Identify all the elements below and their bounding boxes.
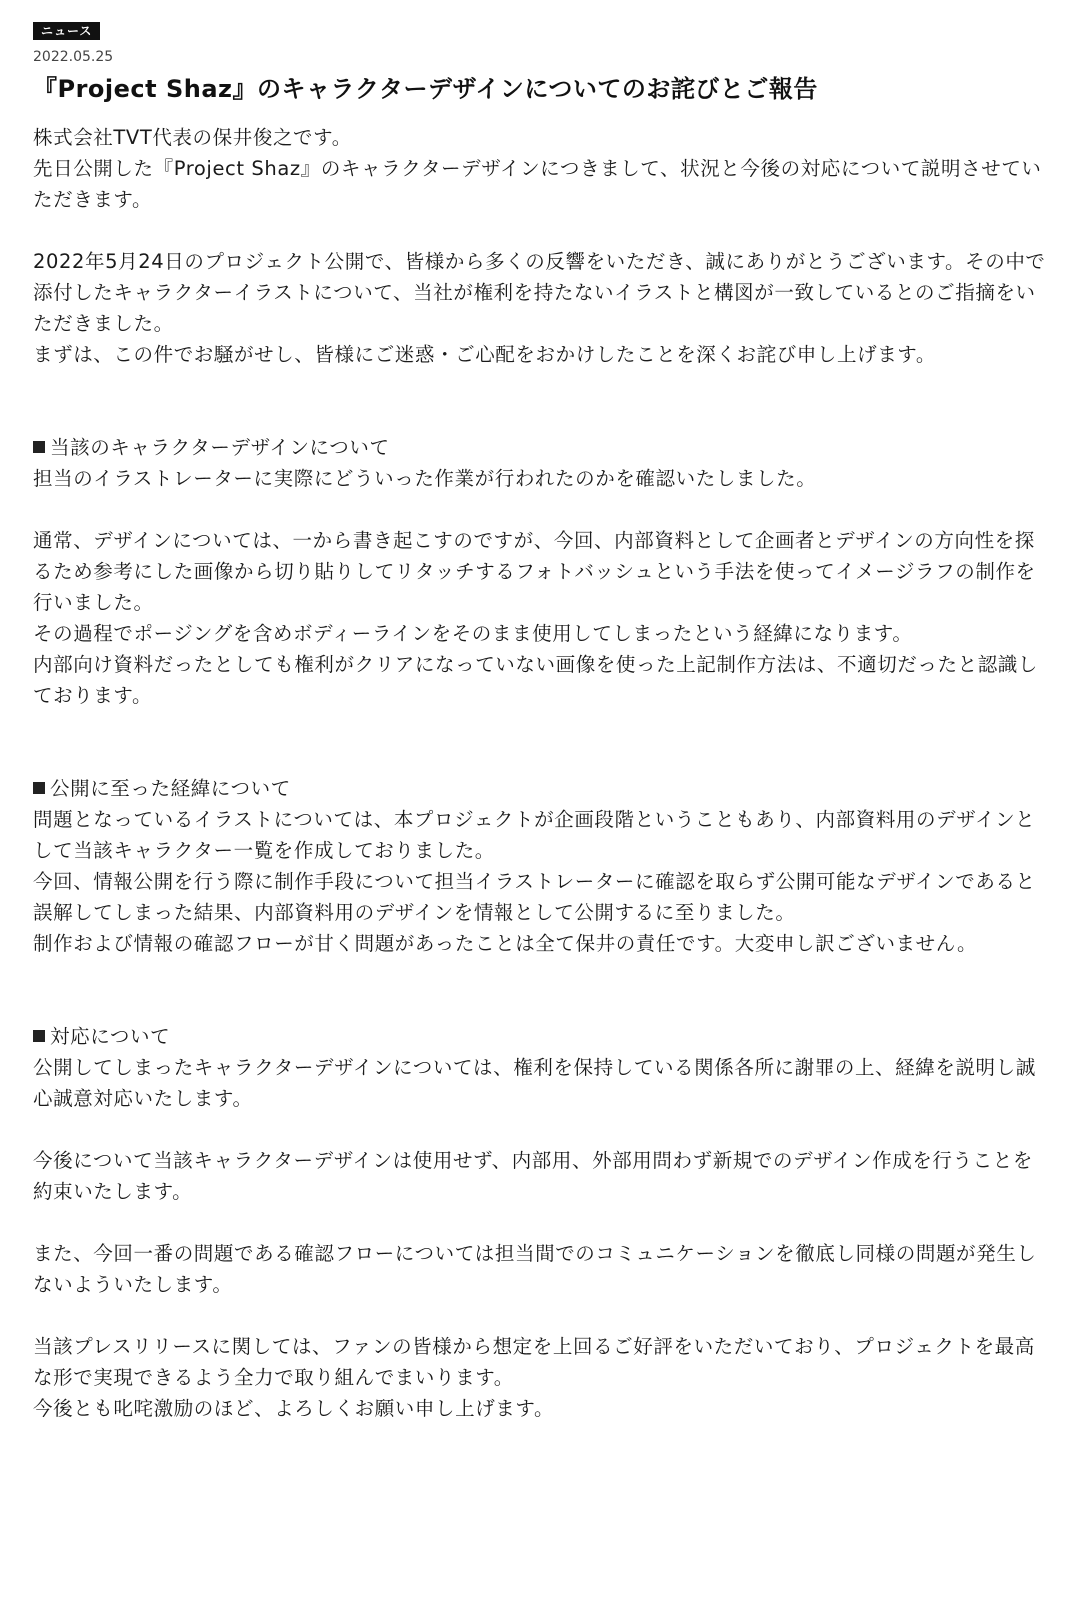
intro-line-1: 株式会社TVT代表の保井俊之です。: [33, 126, 352, 149]
article-body: [33, 122, 1053, 1424]
section1-paragraph-3: その過程でポージングを含めボディーラインをそのまま使用してしまったという経緯になります。: [33, 622, 913, 645]
post-date: 2022.05.25: [33, 49, 114, 65]
page-title: 『Project Shaz』のキャラクターデザインについてのお詫びとご報告: [33, 75, 818, 103]
section-heading-label: 当該のキャラクターデザインについて: [50, 436, 390, 459]
section-heading-label: 公開に至った経緯について: [50, 777, 291, 800]
section1-paragraph-2: 通常、デザインについては、一から書き起こすのですが、今回、内部資料として企画者とデザインの方向性を探るため参考にした画像から切り貼りしてリタッチするフォトバッシュという手法を使ってイメージラフの制作を行いました。: [33, 529, 1036, 614]
section2-paragraph-2: 今回、情報公開を行う際に制作手段について担当イラストレーターに確認を取らず公開可能なデザインであると誤解してしまった結果、内部資料用のデザインを情報として公開するに至りました。: [33, 870, 1036, 924]
article: [33, 20, 1053, 1424]
square-bullet-icon: [33, 441, 45, 453]
intro-line-2: 先日公開した『Project Shaz』のキャラクターデザインにつきまして、状況と今後の対応について説明させていただきます。: [33, 157, 1042, 211]
section3-paragraph-4: 当該プレスリリースに関しては、ファンの皆様から想定を上回るご好評をいただいており、プロジェクトを最高な形で実現できるよう全力で取り組んでまいります。: [33, 1335, 1035, 1389]
section3-paragraph-3: また、今回一番の問題である確認フローについては担当間でのコミュニケーションを徹底し同様の問題が発生しないよういたします。: [33, 1242, 1037, 1296]
section3-paragraph-2: 今後について当該キャラクターデザインは使用せず、内部用、外部用問わず新規でのデザイン作成を行うことを約束いたします。: [33, 1149, 1033, 1203]
section-heading-design: [33, 432, 1053, 463]
category-badge[interactable]: ニュース: [33, 22, 100, 40]
apology-paragraph-2: まずは、この件でお騒がせし、皆様にご迷惑・ご心配をおかけしたことを深くお詫び申し上げます。: [33, 343, 936, 366]
section-heading-background: [33, 773, 1053, 804]
section2-paragraph-3: 制作および情報の確認フローが甘く問題があったことは全て保井の責任です。大変申し訳ございません。: [33, 932, 978, 955]
apology-paragraph-1: 2022年5月24日のプロジェクト公開で、皆様から多くの反響をいただき、誠にありがとうございます。その中で添付したキャラクターイラストについて、当社が権利を持たないイラストと構図が一致しているとのご指摘をいただきました。: [33, 250, 1046, 335]
section2-paragraph-1: 問題となっているイラストについては、本プロジェクトが企画段階ということもあり、内部資料用のデザインとして当該キャラクター一覧を作成しておりました。: [33, 808, 1036, 862]
square-bullet-icon: [33, 782, 45, 794]
section1-paragraph-1: 担当のイラストレーターに実際にどういった作業が行われたのかを確認いたしました。: [33, 467, 817, 490]
section1-paragraph-4: 内部向け資料だったとしても権利がクリアになっていない画像を使った上記制作方法は、不適切だったと認識しております。: [33, 653, 1039, 707]
square-bullet-icon: [33, 1030, 45, 1042]
section3-paragraph-1: 公開してしまったキャラクターデザインについては、権利を保持している関係各所に謝罪の上、経緯を説明し誠心誠意対応いたします。: [33, 1056, 1036, 1110]
section-heading-label: 対応について: [50, 1025, 171, 1048]
section-heading-response: [33, 1021, 1053, 1052]
section3-paragraph-5: 今後とも叱咤激励のほど、よろしくお願い申し上げます。: [33, 1397, 555, 1420]
